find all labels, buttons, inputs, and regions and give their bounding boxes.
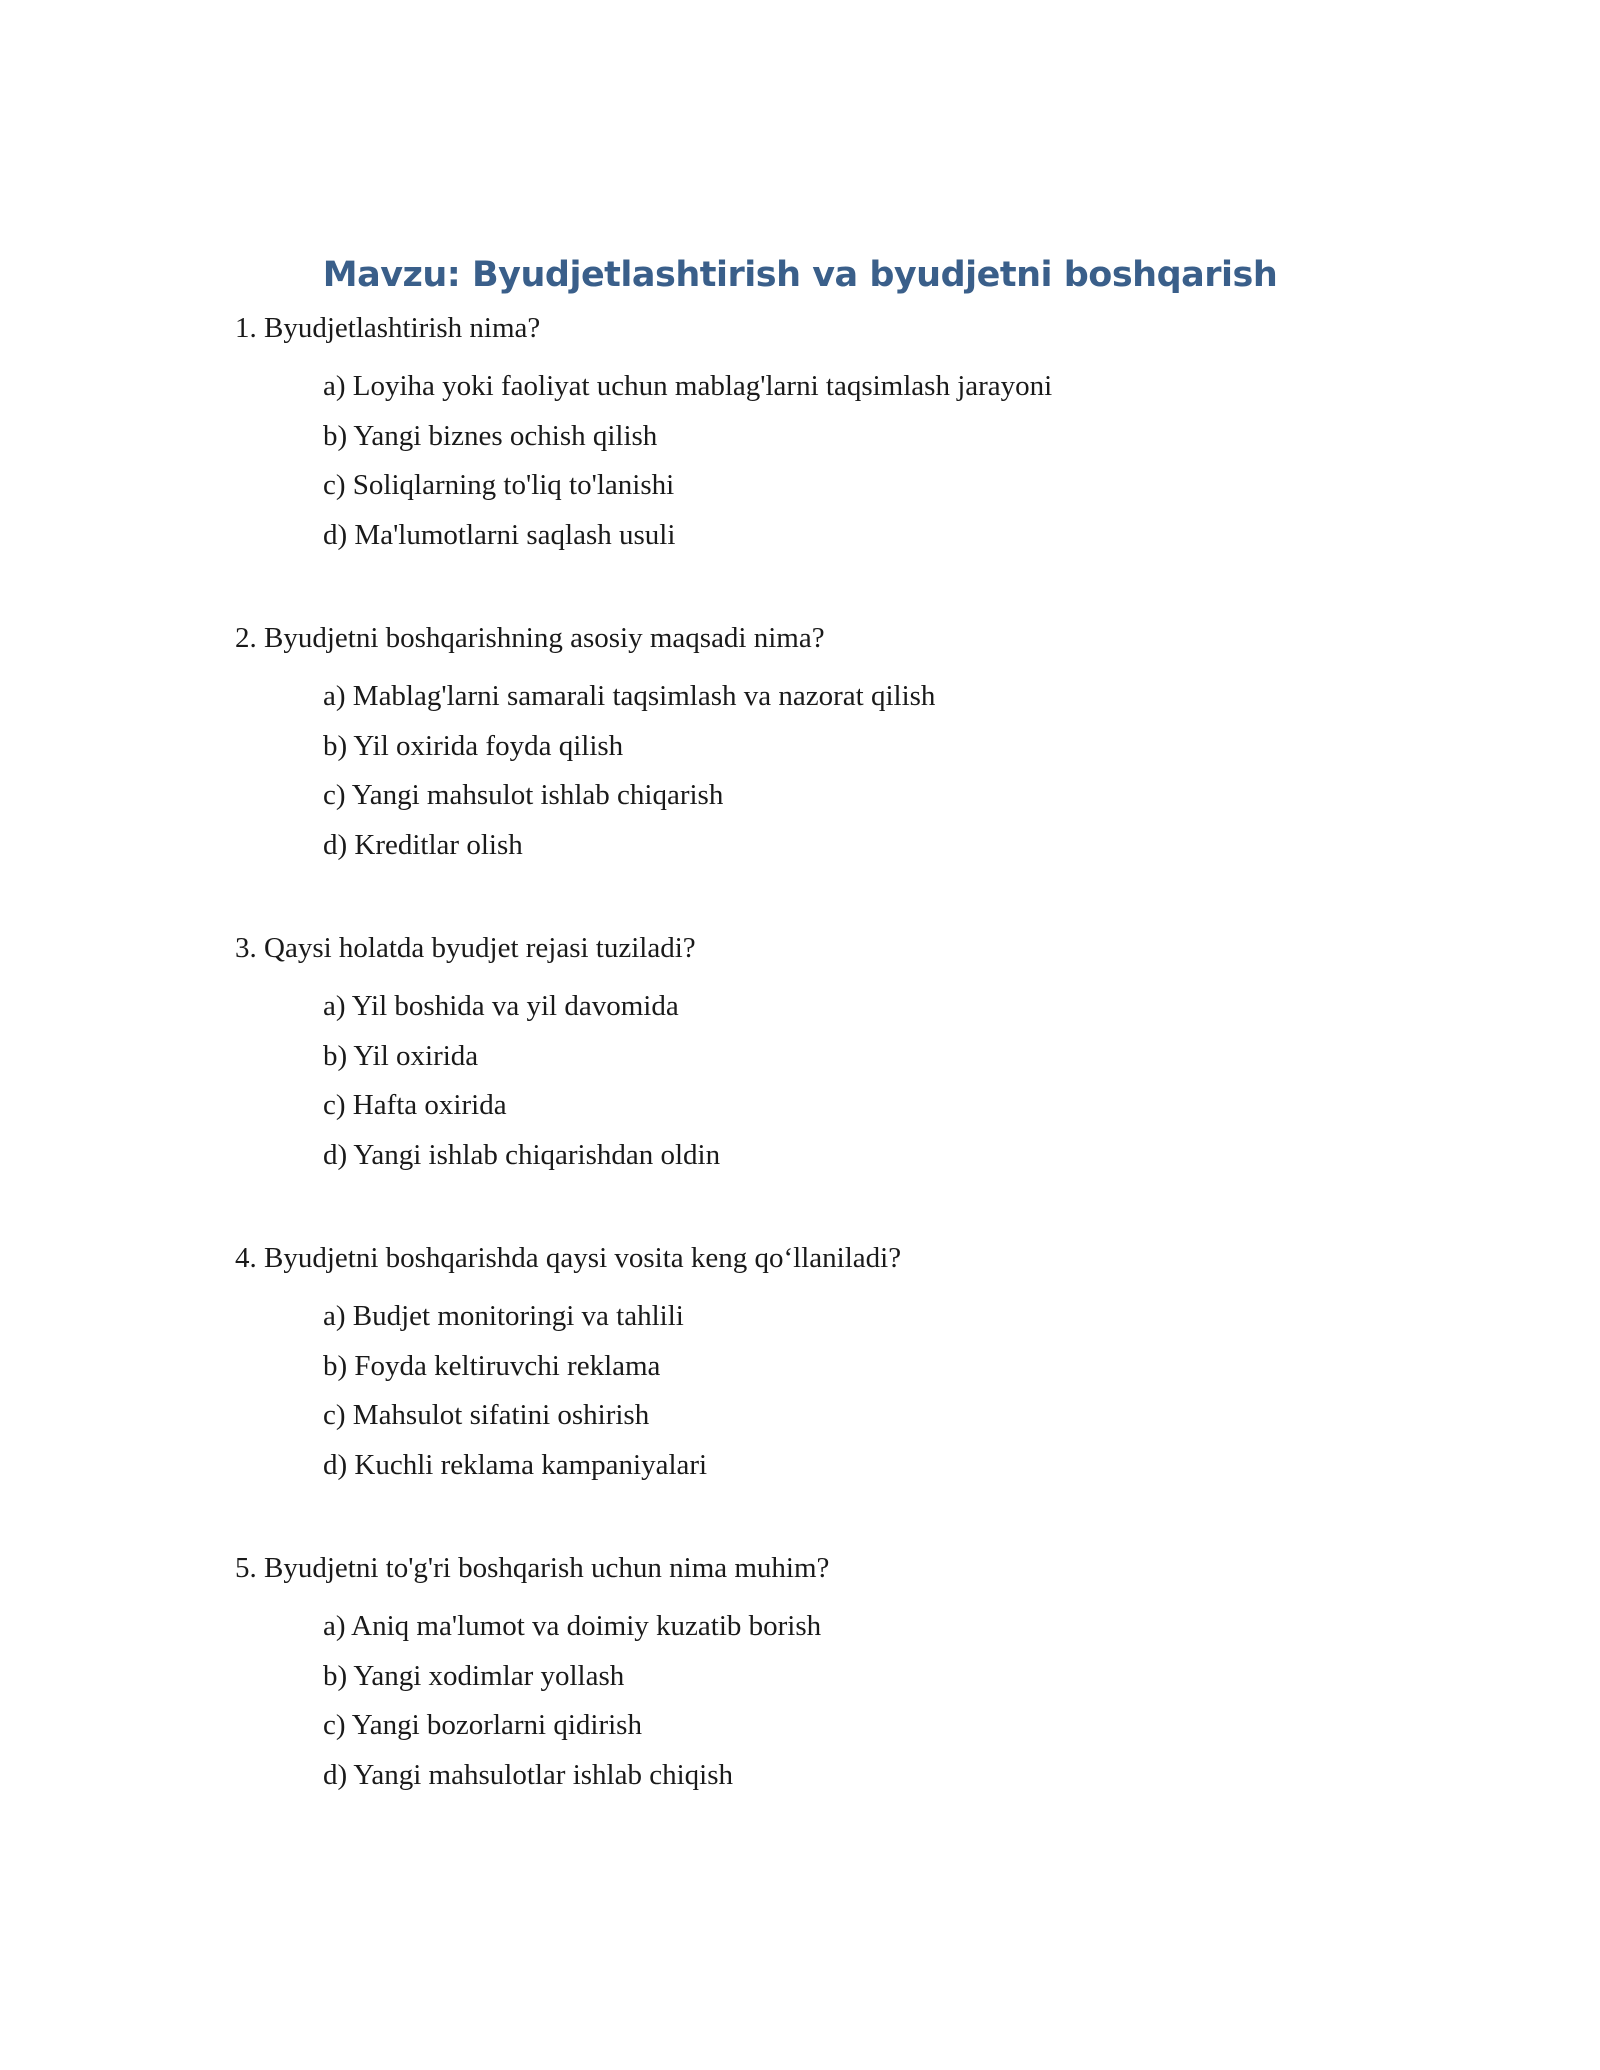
answer-option-d: d) Ma'lumotlarni saqlash usuli <box>323 518 676 551</box>
answer-option-b: b) Foyda keltiruvchi reklama <box>323 1349 661 1382</box>
question-text: 5. Byudjetni to'g'ri boshqarish uchun nima muhim? <box>235 1552 830 1584</box>
answer-options <box>235 672 1485 870</box>
answer-option-b: b) Yil oxirida foyda qilish <box>323 729 624 762</box>
answer-option-c: c) Hafta oxirida <box>323 1089 507 1121</box>
answer-options <box>235 1292 1485 1490</box>
answer-option-b: b) Yangi biznes ochish qilish <box>323 419 658 452</box>
question-2 <box>235 616 1485 870</box>
answer-option-d: d) Kuchli reklama kampaniyalari <box>323 1448 708 1481</box>
answer-option-d: d) Kreditlar olish <box>323 828 523 861</box>
answer-options <box>235 1602 1485 1800</box>
question-4 <box>235 1236 1485 1490</box>
answer-option-b: b) Yangi xodimlar yollash <box>323 1659 625 1692</box>
answer-options <box>235 362 1485 560</box>
question-text: 2. Byudjetni boshqarishning asosiy maqsadi nima? <box>235 622 825 654</box>
question-text: 4. Byudjetni boshqarishda qaysi vosita keng qo‘llaniladi? <box>235 1242 902 1274</box>
answer-option-c: c) Yangi bozorlarni qidirish <box>323 1709 642 1741</box>
question-list <box>235 306 1485 1800</box>
question-5 <box>235 1546 1485 1800</box>
answer-option-c: c) Mahsulot sifatini oshirish <box>323 1399 650 1431</box>
question-3 <box>235 926 1485 1180</box>
answer-option-a: a) Aniq ma'lumot va doimiy kuzatib borish <box>323 1610 822 1642</box>
answer-option-a: a) Yil boshida va yil davomida <box>323 990 679 1022</box>
question-1 <box>235 306 1485 560</box>
answer-option-d: d) Yangi ishlab chiqarishdan oldin <box>323 1138 721 1171</box>
answer-option-a: a) Budjet monitoringi va tahlili <box>323 1300 684 1332</box>
answer-option-d: d) Yangi mahsulotlar ishlab chiqish <box>323 1758 734 1791</box>
answer-options <box>235 982 1485 1180</box>
answer-option-c: c) Yangi mahsulot ishlab chiqarish <box>323 779 724 811</box>
answer-option-a: a) Mablag'larni samarali taqsimlash va nazorat qilish <box>323 680 936 712</box>
answer-option-a: a) Loyiha yoki faoliyat uchun mablag'larni taqsimlash jarayoni <box>323 370 1053 402</box>
question-text: 1. Byudjetlashtirish nima? <box>235 312 541 344</box>
answer-option-b: b) Yil oxirida <box>323 1039 479 1072</box>
document-title: Mavzu: Byudjetlashtirish va byudjetni boshqarish <box>322 255 1278 295</box>
question-text: 3. Qaysi holatda byudjet rejasi tuziladi? <box>235 932 696 964</box>
answer-option-c: c) Soliqlarning to'liq to'lanishi <box>323 469 675 501</box>
